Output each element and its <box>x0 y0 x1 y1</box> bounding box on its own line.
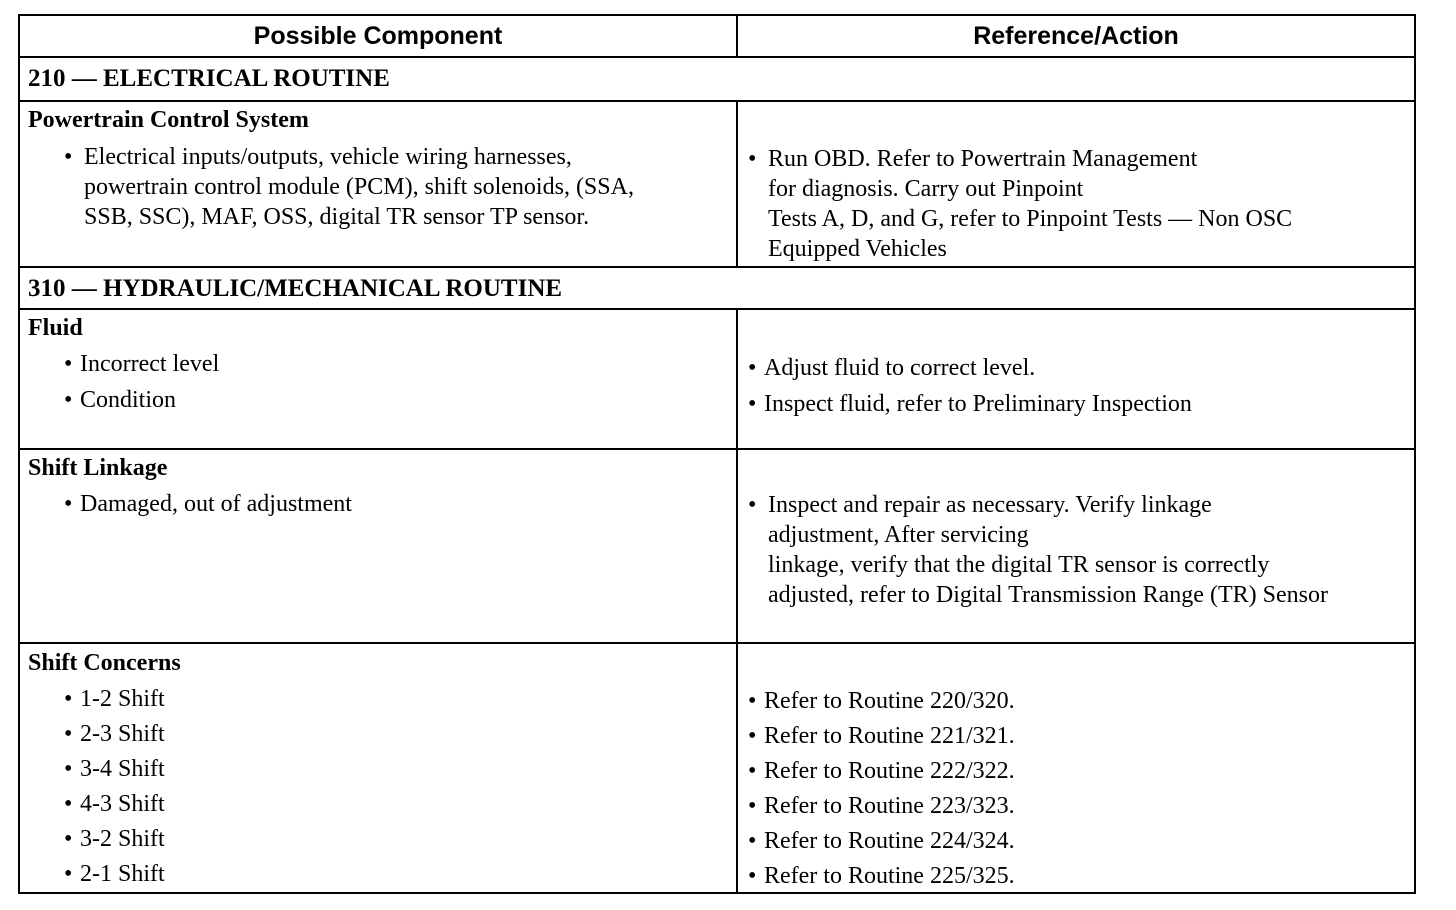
component-cell <box>20 450 738 642</box>
component-cell <box>20 644 738 892</box>
list-item: • 3-2 Shift <box>64 822 165 857</box>
table-row-powertrain <box>20 102 1414 268</box>
list-item: • 3-4 Shift <box>64 752 165 787</box>
list-item: • 2-3 Shift <box>64 717 165 752</box>
list-item: • Refer to Routine 225/325. <box>748 859 1015 894</box>
component-title: Shift Concerns <box>28 650 181 676</box>
list-item: • Condition <box>64 382 219 418</box>
section-row-310 <box>20 268 1414 310</box>
section-title-310: 310 — HYDRAULIC/MECHANICAL ROUTINE <box>28 275 563 302</box>
action-list <box>748 684 1015 894</box>
column-header-possible-component: Possible Component <box>20 16 738 56</box>
list-item: • 4-3 Shift <box>64 787 165 822</box>
list-item: • Adjust fluid to correct level. <box>748 350 1192 386</box>
component-cell <box>20 310 738 448</box>
component-title: Fluid <box>28 315 83 341</box>
section-row-210 <box>20 58 1414 102</box>
list-item: • Refer to Routine 224/324. <box>748 824 1015 859</box>
bullet-icon: • <box>64 144 73 170</box>
action-cell <box>738 644 1414 892</box>
action-cell <box>738 310 1414 448</box>
list-item: • Refer to Routine 220/320. <box>748 684 1015 719</box>
list-item: • Damaged, out of adjustment <box>64 486 352 522</box>
component-list <box>64 486 352 522</box>
list-item: • 2-1 Shift <box>64 857 165 892</box>
table-header-row <box>20 16 1414 58</box>
table-row-fluid <box>20 310 1414 450</box>
list-item: • Inspect fluid, refer to Preliminary Inspection <box>748 386 1192 422</box>
table-row-shift-concerns <box>20 644 1414 892</box>
list-item: • Refer to Routine 223/323. <box>748 789 1015 824</box>
action-item: • Run OBD. Refer to Powertrain Management for diagnosis. Carry out Pinpoint Tests A, D, and G, refer to Pinpoint Tests — Non OSC Equipped Vehicles <box>748 146 1293 262</box>
bullet-icon: • <box>748 146 757 172</box>
action-cell <box>738 450 1414 642</box>
list-item: • Refer to Routine 221/321. <box>748 719 1015 754</box>
component-title: Powertrain Control System <box>28 107 309 133</box>
table-row-shift-linkage <box>20 450 1414 644</box>
list-item: • Refer to Routine 222/322. <box>748 754 1015 789</box>
list-item: • 1-2 Shift <box>64 682 165 717</box>
section-title-210: 210 — ELECTRICAL ROUTINE <box>28 65 390 92</box>
component-item: • Electrical inputs/outputs, vehicle wiring harnesses, powertrain control module (PCM), shift solenoids, (SSA, SSB, SSC), MAF, OSS, digital TR sensor TP sensor. <box>64 144 634 230</box>
component-cell <box>20 102 738 266</box>
column-header-reference-action: Reference/Action <box>973 22 1179 50</box>
bullet-icon: • <box>748 492 757 518</box>
list-item: • Incorrect level <box>64 346 219 382</box>
action-cell <box>738 102 1414 266</box>
action-item: • Inspect and repair as necessary. Verify linkage adjustment, After servicing linkage, verify that the digital TR sensor is correctly adjusted, refer to Digital Transmission Range (TR) Sensor <box>748 492 1328 608</box>
component-title: Shift Linkage <box>28 455 168 481</box>
component-list <box>64 346 219 418</box>
action-list <box>748 350 1192 422</box>
component-list <box>64 682 165 892</box>
diagnostic-table <box>18 14 1416 894</box>
